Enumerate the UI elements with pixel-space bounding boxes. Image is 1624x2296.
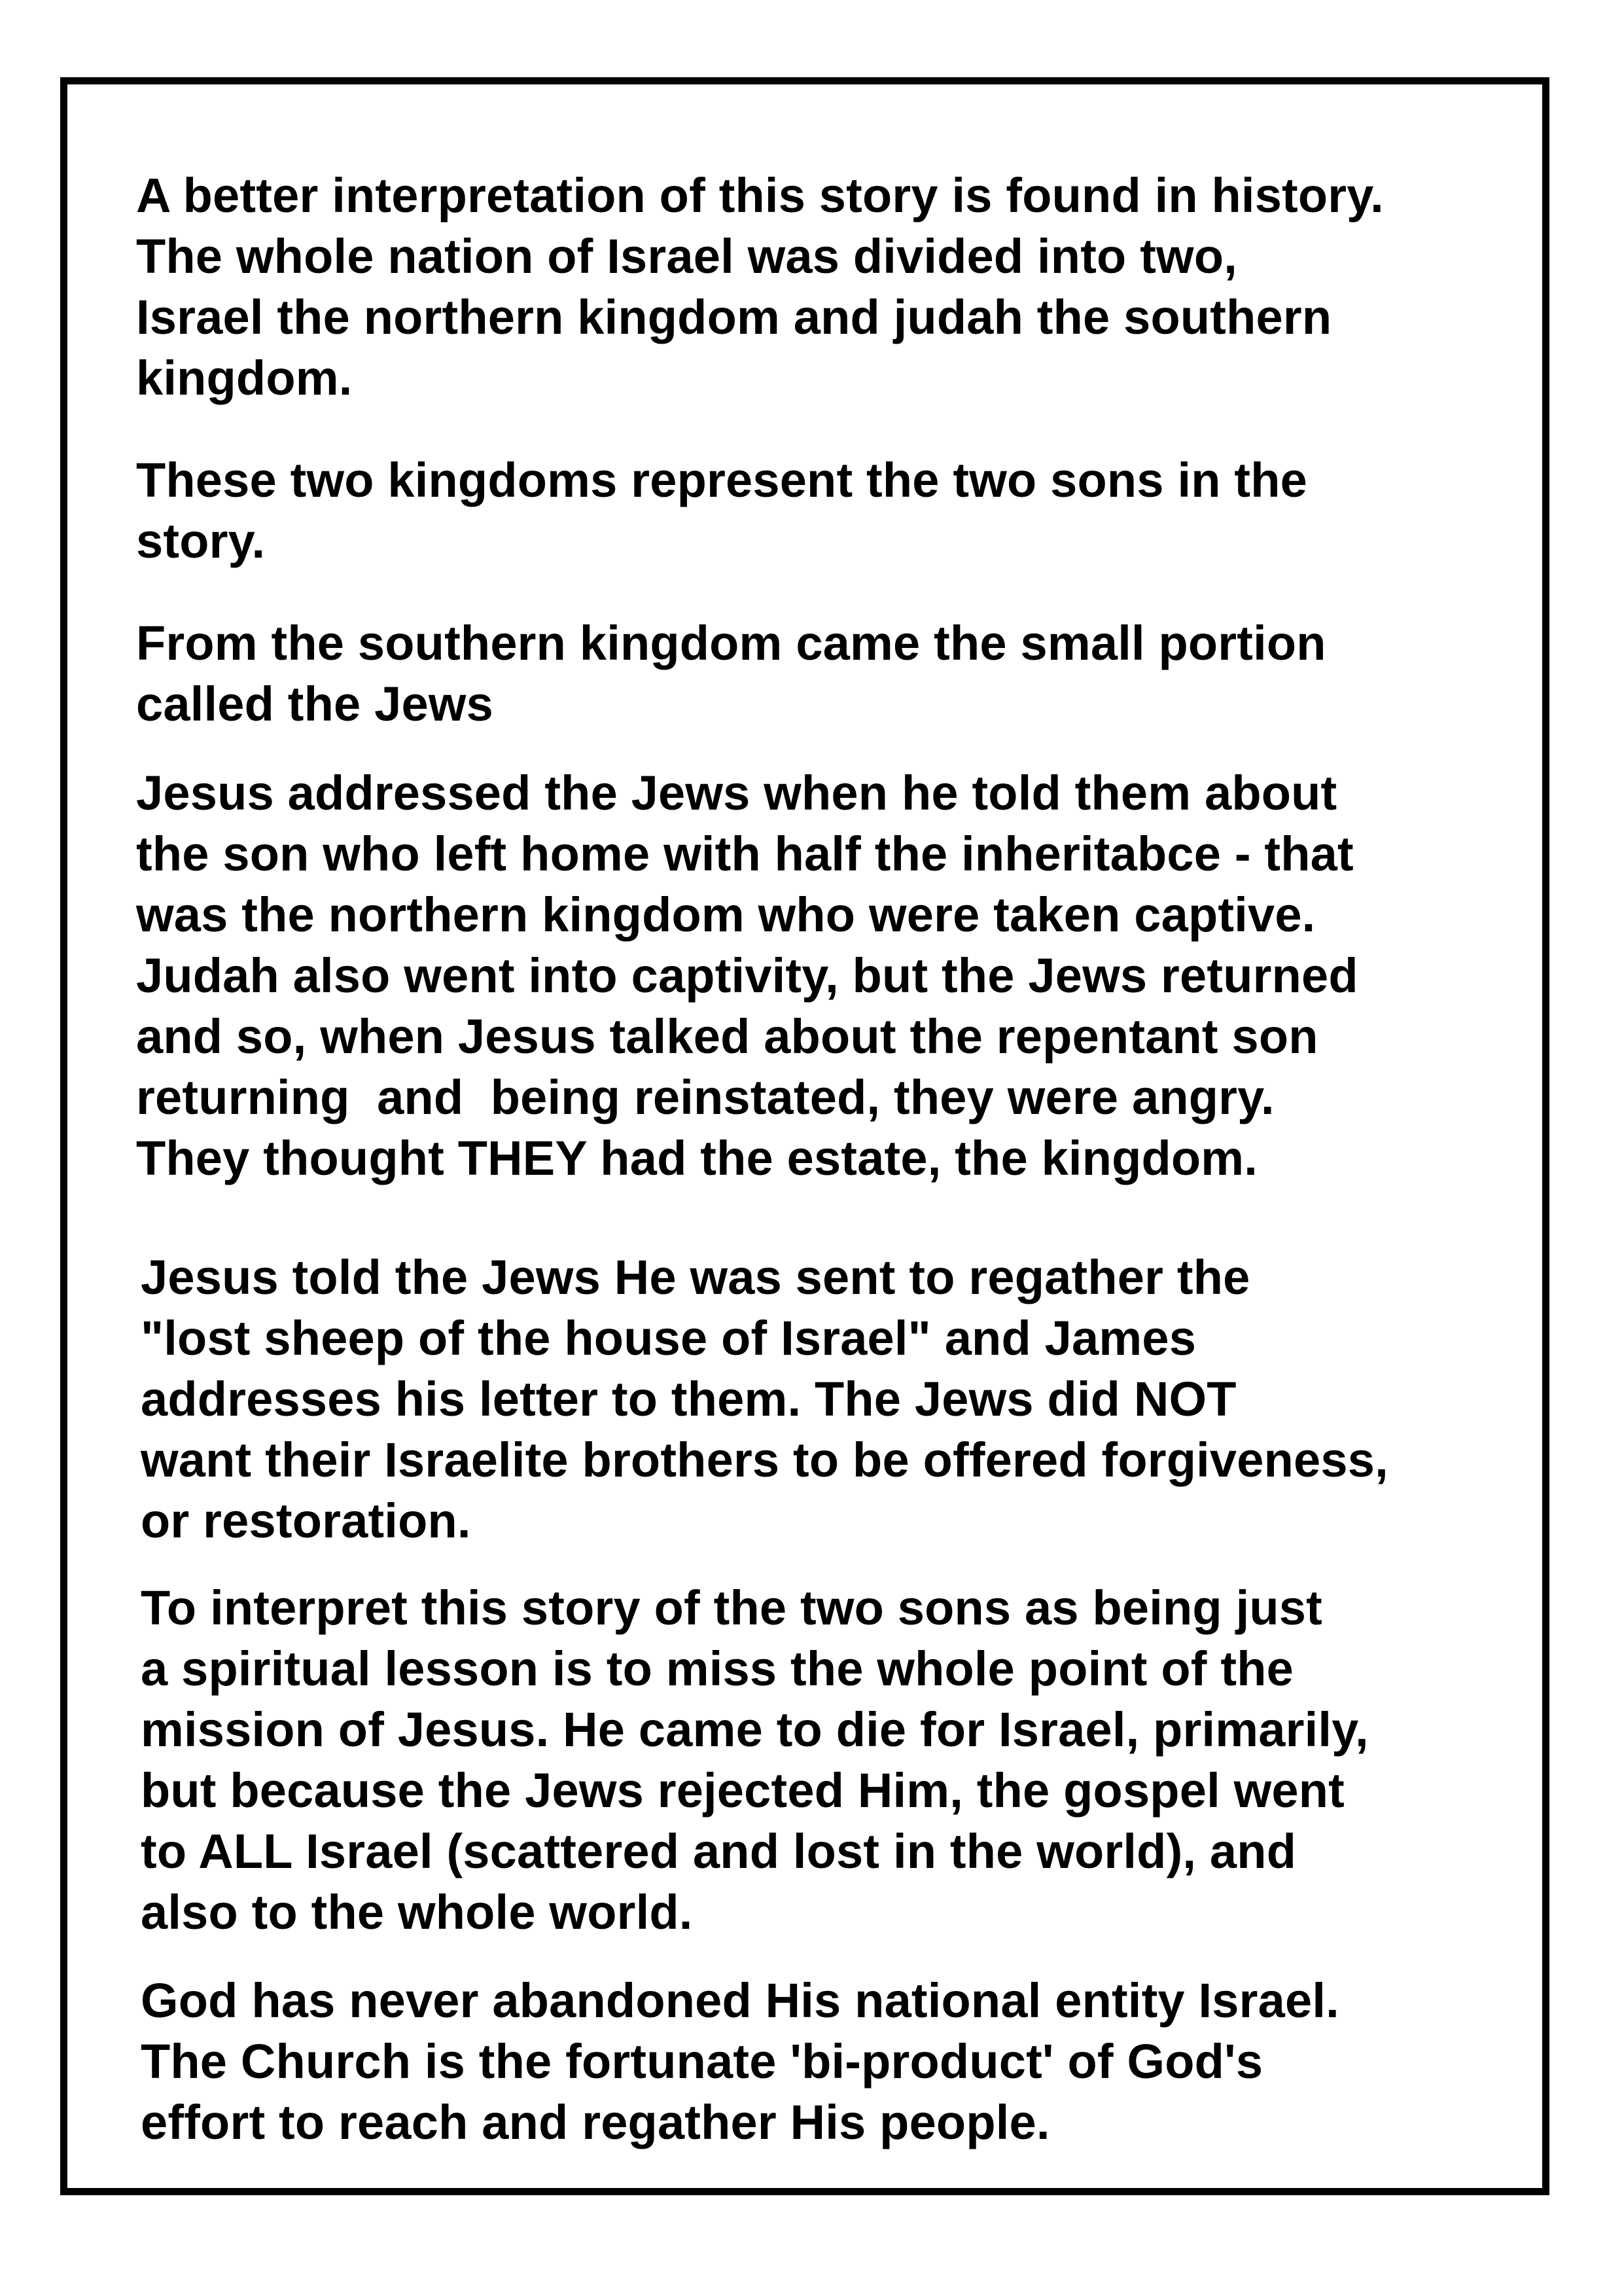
text-line: but because the Jews rejected Him, the gospel went — [141, 1763, 1345, 1818]
paragraph-mission-of-jesus — [141, 1577, 1369, 1943]
text-line: They thought THEY had the estate, the kingdom. — [136, 1131, 1258, 1185]
text-line: and so, when Jesus talked about the repentant son — [136, 1009, 1318, 1064]
text-line: kingdom. — [136, 351, 353, 405]
paragraph-two-kingdoms — [136, 450, 1307, 571]
text-line: The whole nation of Israel was divided into two, — [136, 229, 1237, 283]
text-line: a spiritual lesson is to miss the whole point of the — [141, 1641, 1294, 1696]
paragraph-history-interpretation — [136, 165, 1384, 408]
text-line: A better interpretation of this story is found in history. — [136, 168, 1384, 223]
text-line: was the northern kingdom who were taken captive. — [136, 888, 1316, 942]
text-line: addresses his letter to them. The Jews did NOT — [141, 1372, 1237, 1426]
text-line: Jesus told the Jews He was sent to regather the — [141, 1250, 1250, 1304]
text-line: or restoration. — [141, 1494, 471, 1548]
text-line: effort to reach and regather His people. — [141, 2095, 1050, 2149]
text-line: Judah also went into captivity, but the Jews returned — [136, 948, 1358, 1003]
text-line: mission of Jesus. He came to die for Israel, primarily, — [141, 1702, 1369, 1757]
text-line: want their Israelite brothers to be offered forgiveness, — [141, 1433, 1388, 1487]
text-line: Jesus addressed the Jews when he told them about — [136, 766, 1337, 820]
text-line: These two kingdoms represent the two sons in the — [136, 453, 1307, 507]
text-line: the son who left home with half the inheritabce - that — [136, 827, 1354, 881]
paragraph-jesus-addressed-jews — [136, 762, 1358, 1189]
text-line: "lost sheep of the house of Israel" and James — [141, 1311, 1197, 1365]
paragraph-lost-sheep — [141, 1247, 1388, 1551]
text-line: God has never abandoned His national entity Israel. — [141, 1973, 1339, 2028]
text-line: also to the whole world. — [141, 1885, 693, 1939]
text-line: to ALL Israel (scattered and lost in the world), and — [141, 1824, 1297, 1878]
paragraph-god-and-israel — [141, 1970, 1339, 2153]
text-line: From the southern kingdom came the small portion — [136, 616, 1326, 670]
text-line: story. — [136, 514, 266, 568]
text-line: To interpret this story of the two sons as being just — [141, 1581, 1322, 1635]
paragraph-southern-kingdom — [136, 613, 1326, 734]
text-line: called the Jews — [136, 677, 493, 731]
text-line: The Church is the fortunate 'bi-product' of God's — [141, 2034, 1263, 2089]
text-line: Israel the northern kingdom and judah the southern — [136, 290, 1332, 344]
text-line: returning and being reinstated, they were angry. — [136, 1070, 1275, 1124]
